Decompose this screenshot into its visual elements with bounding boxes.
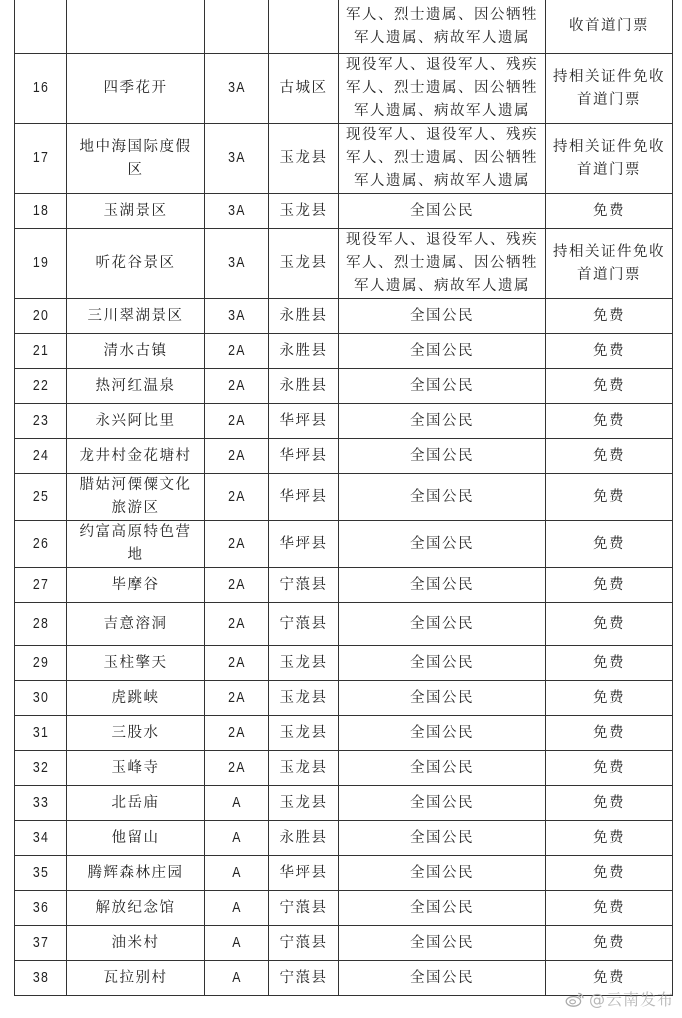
county-cell: 玉龙县 — [269, 229, 339, 299]
scenic-grade-cell: A — [209, 961, 263, 996]
row-number-cell: 20 — [18, 299, 62, 334]
row-number-cell: 17 — [18, 124, 62, 194]
ticket-policy-cell: 免费 — [546, 681, 673, 716]
scenic-grade-cell: 2A — [209, 521, 263, 568]
ticket-policy-cell: 收首道门票 — [546, 0, 673, 54]
table-row — [15, 603, 673, 646]
scenic-name-cell: 听花谷景区 — [67, 229, 205, 299]
scenic-name-cell: 他留山 — [67, 821, 205, 856]
county-cell: 永胜县 — [269, 334, 339, 369]
table-row — [15, 124, 673, 194]
scenic-name-cell: 吉意溶洞 — [67, 603, 205, 646]
row-number-cell: 33 — [18, 786, 62, 821]
ticket-policy-cell: 免费 — [546, 404, 673, 439]
ticket-policy-cell: 免费 — [546, 856, 673, 891]
scenic-name-cell — [67, 0, 205, 54]
scenic-grade-cell — [209, 0, 263, 54]
scenic-name-cell: 四季花开 — [67, 54, 205, 124]
table-row — [15, 786, 673, 821]
county-cell: 华坪县 — [269, 856, 339, 891]
eligible-visitors-cell: 全国公民 — [339, 474, 546, 521]
scenic-name-cell: 玉柱擎天 — [67, 646, 205, 681]
county-cell: 永胜县 — [269, 369, 339, 404]
ticket-policy-cell: 免费 — [546, 786, 673, 821]
eligible-visitors-cell: 全国公民 — [339, 439, 546, 474]
eligible-visitors-cell: 全国公民 — [339, 404, 546, 439]
scenic-name-cell: 解放纪念馆 — [67, 891, 205, 926]
scenic-grade-cell: 2A — [209, 474, 263, 521]
ticket-policy-cell: 免费 — [546, 646, 673, 681]
eligible-visitors-cell: 全国公民 — [339, 369, 546, 404]
eligible-visitors-cell: 全国公民 — [339, 521, 546, 568]
row-number-cell: 29 — [18, 646, 62, 681]
scenic-name-cell: 龙井村金花塘村 — [67, 439, 205, 474]
weibo-icon — [565, 991, 585, 1007]
scenic-grade-cell: 3A — [209, 229, 263, 299]
county-cell: 永胜县 — [269, 821, 339, 856]
eligible-visitors-cell: 全国公民 — [339, 751, 546, 786]
eligible-visitors-cell: 全国公民 — [339, 856, 546, 891]
scenic-grade-cell: 2A — [209, 646, 263, 681]
scenic-grade-cell: 2A — [209, 404, 263, 439]
county-cell: 玉龙县 — [269, 194, 339, 229]
scenic-name-cell: 油米村 — [67, 926, 205, 961]
table-row — [15, 681, 673, 716]
table-row — [15, 521, 673, 568]
row-number-cell: 28 — [18, 603, 62, 646]
scenic-grade-cell: 2A — [209, 369, 263, 404]
table-row — [15, 856, 673, 891]
row-number-cell: 35 — [18, 856, 62, 891]
ticket-policy-cell: 免费 — [546, 821, 673, 856]
county-cell: 宁蒗县 — [269, 603, 339, 646]
scenic-grade-cell: 2A — [209, 716, 263, 751]
row-number-cell: 37 — [18, 926, 62, 961]
ticket-policy-cell: 免费 — [546, 369, 673, 404]
county-cell: 华坪县 — [269, 439, 339, 474]
ticket-policy-cell: 持相关证件免收首道门票 — [546, 229, 673, 299]
eligible-visitors-cell: 全国公民 — [339, 299, 546, 334]
table-row — [15, 299, 673, 334]
ticket-policy-cell: 免费 — [546, 521, 673, 568]
table-row — [15, 404, 673, 439]
ticket-policy-cell: 持相关证件免收首道门票 — [546, 124, 673, 194]
eligible-visitors-cell: 全国公民 — [339, 926, 546, 961]
row-number-cell: 19 — [18, 229, 62, 299]
eligible-visitors-cell: 全国公民 — [339, 568, 546, 603]
scenic-name-cell: 毕摩谷 — [67, 568, 205, 603]
row-number-cell: 18 — [18, 194, 62, 229]
scenic-grade-cell: 2A — [209, 439, 263, 474]
ticket-policy-cell: 持相关证件免收首道门票 — [546, 54, 673, 124]
eligible-visitors-cell: 全国公民 — [339, 961, 546, 996]
county-cell: 宁蒗县 — [269, 568, 339, 603]
table-row — [15, 229, 673, 299]
row-number-cell: 26 — [18, 521, 62, 568]
scenic-grade-cell: 2A — [209, 603, 263, 646]
eligible-visitors-cell: 全国公民 — [339, 603, 546, 646]
ticket-policy-cell: 免费 — [546, 334, 673, 369]
ticket-policy-cell: 免费 — [546, 891, 673, 926]
table-row — [15, 369, 673, 404]
row-number-cell: 23 — [18, 404, 62, 439]
eligible-visitors-cell: 全国公民 — [339, 681, 546, 716]
scenic-name-cell: 永兴阿比里 — [67, 404, 205, 439]
ticket-policy-cell: 免费 — [546, 751, 673, 786]
scenic-grade-cell: 2A — [209, 751, 263, 786]
county-cell: 玉龙县 — [269, 716, 339, 751]
scenic-grade-cell: A — [209, 856, 263, 891]
scenic-name-cell: 瓦拉别村 — [67, 961, 205, 996]
ticket-policy-cell: 免费 — [546, 439, 673, 474]
ticket-policy-cell: 免费 — [546, 194, 673, 229]
eligible-visitors-cell: 全国公民 — [339, 786, 546, 821]
ticket-policy-cell: 免费 — [546, 474, 673, 521]
table-row — [15, 474, 673, 521]
row-number-cell: 38 — [18, 961, 62, 996]
scenic-name-cell: 北岳庙 — [67, 786, 205, 821]
row-number-cell: 34 — [18, 821, 62, 856]
county-cell: 宁蒗县 — [269, 926, 339, 961]
county-cell: 玉龙县 — [269, 681, 339, 716]
county-cell: 古城区 — [269, 54, 339, 124]
scenic-grade-cell: A — [209, 926, 263, 961]
eligible-visitors-cell: 现役军人、退役军人、残疾军人、烈士遗属、因公牺牲军人遗属、病故军人遗属 — [339, 124, 546, 194]
ticket-policy-cell: 免费 — [546, 299, 673, 334]
row-number-cell: 27 — [18, 568, 62, 603]
ticket-policy-cell: 免费 — [546, 716, 673, 751]
scenic-name-cell: 清水古镇 — [67, 334, 205, 369]
county-cell — [269, 0, 339, 54]
scenic-grade-cell: 2A — [209, 681, 263, 716]
scenic-grade-cell: A — [209, 891, 263, 926]
ticket-policy-cell: 免费 — [546, 568, 673, 603]
county-cell: 华坪县 — [269, 474, 339, 521]
table-row — [15, 439, 673, 474]
row-number-cell: 36 — [18, 891, 62, 926]
county-cell: 宁蒗县 — [269, 891, 339, 926]
table-row — [15, 926, 673, 961]
county-cell: 宁蒗县 — [269, 961, 339, 996]
table-body — [15, 0, 673, 996]
scenic-name-cell: 热河红温泉 — [67, 369, 205, 404]
table-row — [15, 54, 673, 124]
eligible-visitors-cell: 现役军人、退役军人、残疾军人、烈士遗属、因公牺牲军人遗属、病故军人遗属 — [339, 229, 546, 299]
watermark-text: @云南发布 — [588, 990, 674, 1009]
scenic-name-cell: 三股水 — [67, 716, 205, 751]
table-row — [15, 646, 673, 681]
eligible-visitors-cell: 军人、烈士遗属、因公牺牲军人遗属、病故军人遗属 — [339, 0, 546, 54]
row-number-cell: 21 — [18, 334, 62, 369]
eligible-visitors-cell: 全国公民 — [339, 194, 546, 229]
ticket-policy-cell: 免费 — [546, 926, 673, 961]
scenic-name-cell: 腾辉森林庄园 — [67, 856, 205, 891]
row-number-cell: 24 — [18, 439, 62, 474]
row-number-cell: 30 — [18, 681, 62, 716]
table-row — [15, 568, 673, 603]
county-cell: 华坪县 — [269, 521, 339, 568]
scenic-grade-cell: 3A — [209, 124, 263, 194]
county-cell: 玉龙县 — [269, 646, 339, 681]
county-cell: 永胜县 — [269, 299, 339, 334]
row-number-cell: 16 — [18, 54, 62, 124]
scenic-grade-cell: 3A — [209, 299, 263, 334]
scenic-grade-cell: 3A — [209, 194, 263, 229]
scenic-grade-cell: A — [209, 821, 263, 856]
eligible-visitors-cell: 全国公民 — [339, 334, 546, 369]
scenic-name-cell: 玉峰寺 — [67, 751, 205, 786]
scenic-grade-cell: A — [209, 786, 263, 821]
table-row — [15, 0, 673, 54]
scenic-name-cell: 约富高原特色营地 — [67, 521, 205, 568]
scenic-name-cell: 三川翠湖景区 — [67, 299, 205, 334]
scenic-name-cell: 玉湖景区 — [67, 194, 205, 229]
row-number-cell — [18, 0, 62, 54]
table-row — [15, 194, 673, 229]
scenic-grade-cell: 3A — [209, 54, 263, 124]
eligible-visitors-cell: 全国公民 — [339, 716, 546, 751]
county-cell: 玉龙县 — [269, 124, 339, 194]
table-row — [15, 334, 673, 369]
county-cell: 玉龙县 — [269, 786, 339, 821]
eligible-visitors-cell: 全国公民 — [339, 646, 546, 681]
table-row — [15, 716, 673, 751]
scenic-spots-table — [14, 0, 673, 996]
county-cell: 华坪县 — [269, 404, 339, 439]
eligible-visitors-cell: 全国公民 — [339, 891, 546, 926]
table-row — [15, 821, 673, 856]
county-cell: 玉龙县 — [269, 751, 339, 786]
scenic-name-cell: 地中海国际度假区 — [67, 124, 205, 194]
table-row — [15, 751, 673, 786]
eligible-visitors-cell: 现役军人、退役军人、残疾军人、烈士遗属、因公牺牲军人遗属、病故军人遗属 — [339, 54, 546, 124]
ticket-policy-cell: 免费 — [546, 961, 673, 996]
scenic-grade-cell: 2A — [209, 568, 263, 603]
table-row — [15, 891, 673, 926]
row-number-cell: 31 — [18, 716, 62, 751]
scenic-name-cell: 腊姑河傈僳文化旅游区 — [67, 474, 205, 521]
scenic-name-cell: 虎跳峡 — [67, 681, 205, 716]
row-number-cell: 22 — [18, 369, 62, 404]
row-number-cell: 32 — [18, 751, 62, 786]
eligible-visitors-cell: 全国公民 — [339, 821, 546, 856]
ticket-policy-cell: 免费 — [546, 603, 673, 646]
scenic-grade-cell: 2A — [209, 334, 263, 369]
weibo-watermark — [565, 987, 674, 1010]
row-number-cell: 25 — [18, 474, 62, 521]
